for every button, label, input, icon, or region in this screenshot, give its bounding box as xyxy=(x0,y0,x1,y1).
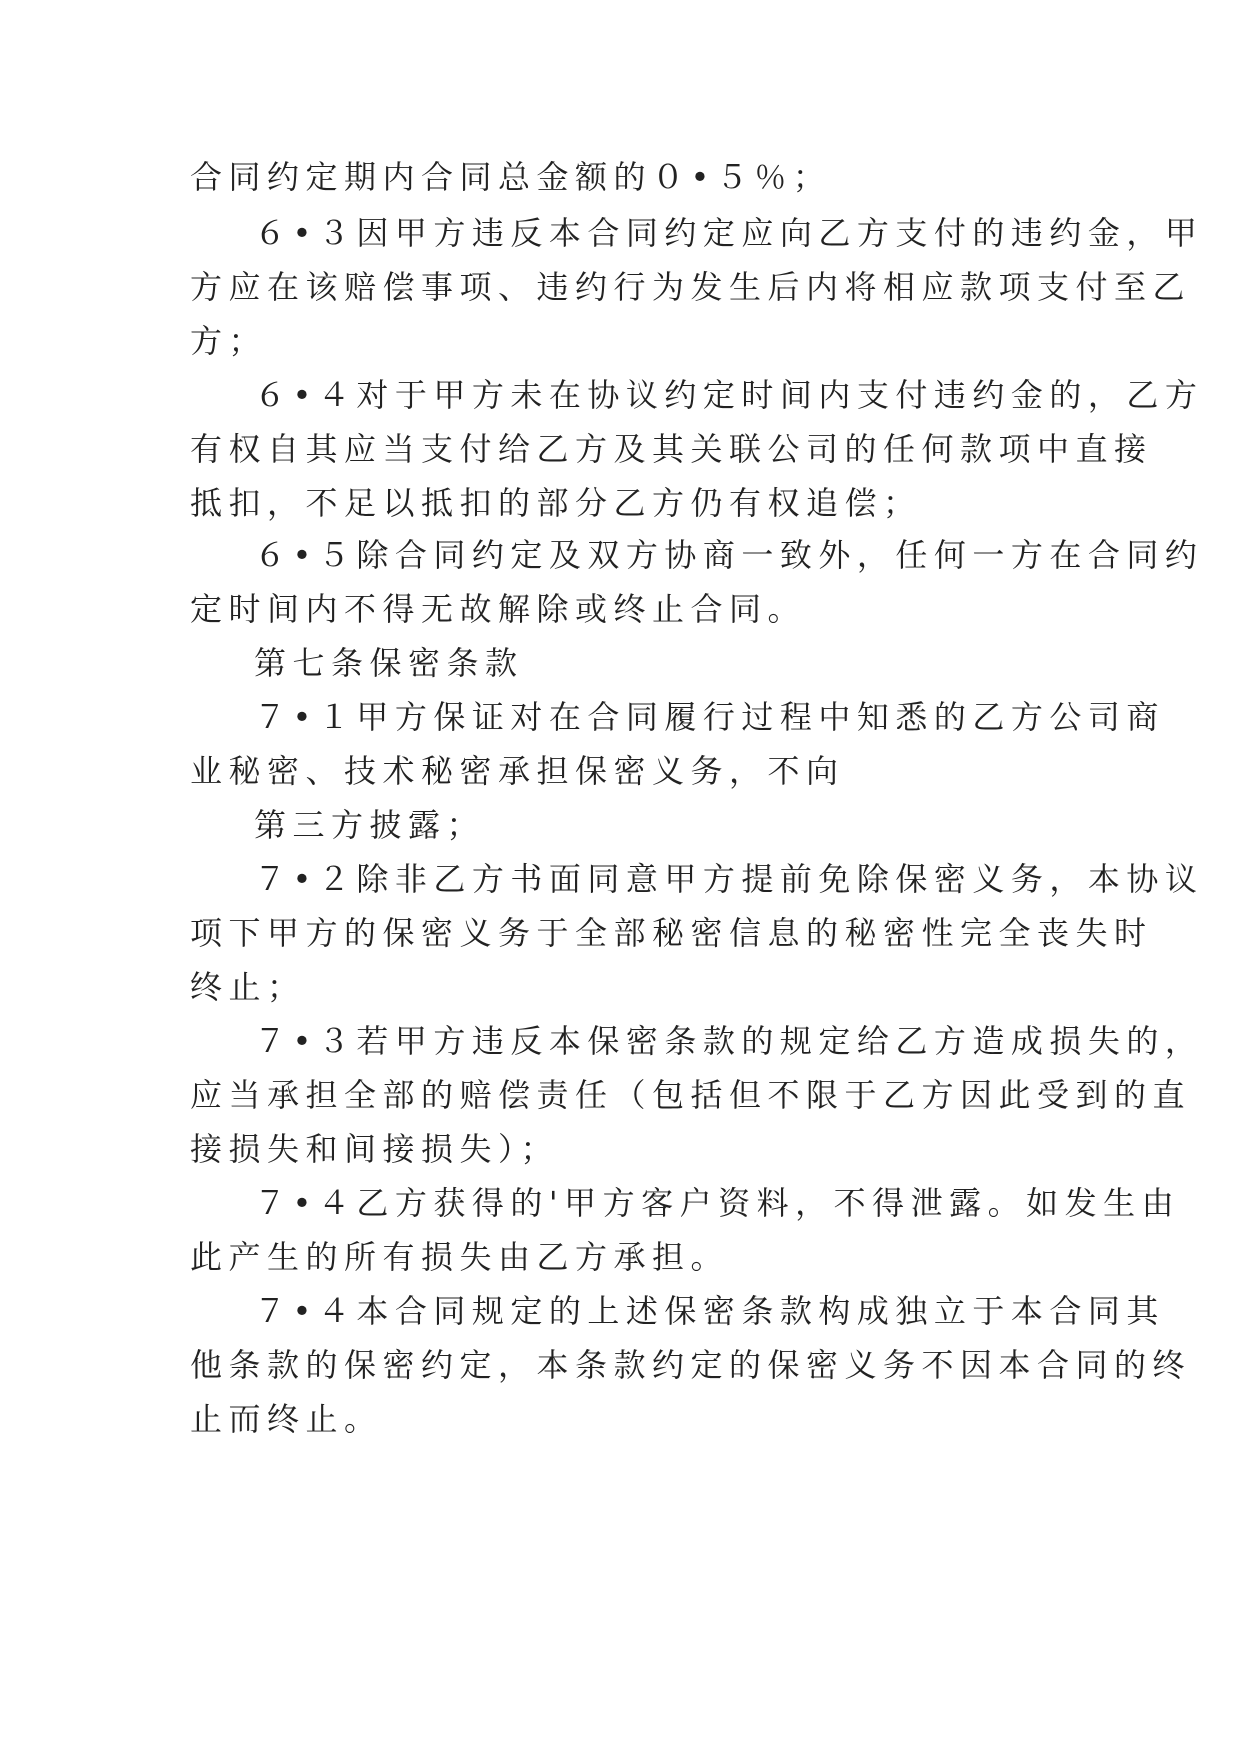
paragraph-line: ７•３若甲方违反本保密条款的规定给乙方造成损失的， xyxy=(254,1022,1204,1060)
paragraph-line: 合同约定期内合同总金额的０•５％； xyxy=(190,158,832,196)
paragraph-line: 第三方披露； xyxy=(254,806,486,844)
paragraph-line: 他条款的保密约定，本条款约定的保密义务不因本合同的终 xyxy=(190,1346,1192,1384)
paragraph-line: 项下甲方的保密义务于全部秘密信息的秘密性完全丧失时 xyxy=(190,914,1153,952)
paragraph-line: 方； xyxy=(190,322,268,360)
paragraph-line: 方应在该赔偿事项、违约行为发生后内将相应款项支付至乙 xyxy=(190,268,1192,306)
paragraph-line: 定时间内不得无故解除或终止合同。 xyxy=(190,590,807,628)
paragraph-line: 接损失和间接损失）； xyxy=(190,1130,560,1168)
paragraph-line: ６•３因甲方违反本合同约定应向乙方支付的违约金，甲 xyxy=(254,214,1204,252)
paragraph-line: ６•４对于甲方未在协议约定时间内支付违约金的，乙方 xyxy=(254,376,1204,414)
paragraph-line: 抵扣，不足以抵扣的部分乙方仍有权追偿； xyxy=(190,484,922,522)
paragraph-line: 终止； xyxy=(190,968,306,1006)
paragraph-line: ７•１甲方保证对在合同履行过程中知悉的乙方公司商 xyxy=(254,698,1165,736)
paragraph-line: ６•５除合同约定及双方协商一致外，任何一方在合同约 xyxy=(254,536,1204,574)
paragraph-line: ７•２除非乙方书面同意甲方提前免除保密义务，本协议 xyxy=(254,860,1204,898)
paragraph-line: ７•４乙方获得的'甲方客户资料，不得泄露。如发生由 xyxy=(254,1184,1181,1222)
paragraph-line: 业秘密、技术秘密承担保密义务，不向 xyxy=(190,752,845,790)
paragraph-line: 有权自其应当支付给乙方及其关联公司的任何款项中直接 xyxy=(190,430,1153,468)
paragraph-line: 此产生的所有损失由乙方承担。 xyxy=(190,1238,730,1276)
paragraph-line: 第七条保密条款 xyxy=(254,644,524,682)
paragraph-line: 应当承担全部的赔偿责任（包括但不限于乙方因此受到的直 xyxy=(190,1076,1192,1114)
paragraph-line: 止而终止。 xyxy=(190,1400,383,1438)
paragraph-line: ７•４本合同规定的上述保密条款构成独立于本合同其 xyxy=(254,1292,1165,1330)
